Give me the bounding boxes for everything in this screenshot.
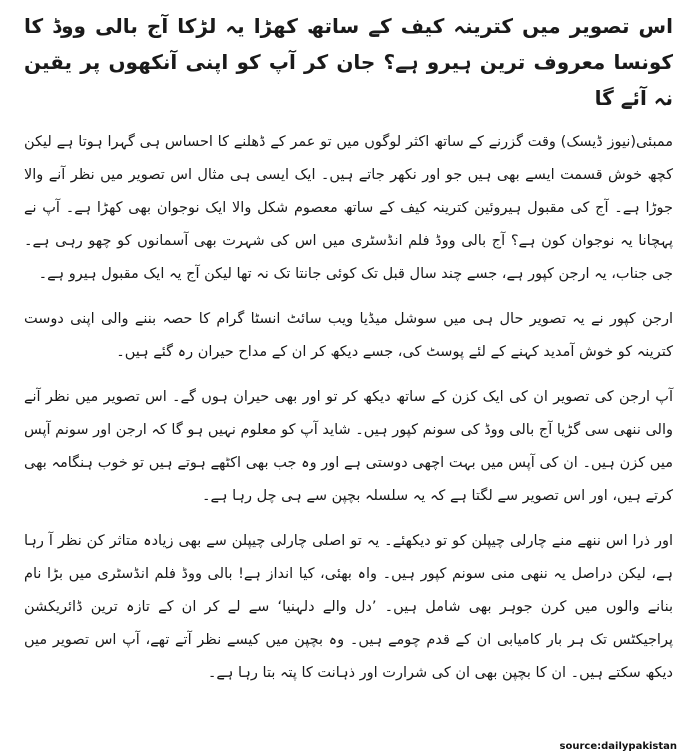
article-headline: اس تصویر میں کترینہ کیف کے ساتھ کھڑا یہ لڑکا آج بالی ووڈ کا کونسا معروف ترین ہیرو ہے؟ جان کر آپ کو اپنی آنکھوں پر یقین نہ آئے گا — [24, 14, 673, 110]
article-paragraph-3: آپ ارجن کی تصویر ان کی ایک کزن کے ساتھ دیکھ کر تو اور بھی حیران ہوں گے۔ اس تصویر میں نظر آنے والی ننھی سی گڑیا آج بالی ووڈ کی سونم کپور ہیں۔ شاید آپ کو معلوم نہیں ہو گا کہ ارجن اور سونم آپس میں کزن ہیں۔ ان کی آپس میں بہت اچھی دوستی ہے اور وہ جب بھی اکٹھے ہوتے ہیں تو خوب ہنگامہ بھی کرتے ہیں، اور اس تصویر سے لگتا ہے کہ یہ سلسلہ بچپن سے ہی چل رہا ہے۔ — [24, 389, 673, 504]
article-paragraph-4: اور ذرا اس ننھے منے چارلی چیپلن کو تو دیکھئے۔ یہ تو اصلی چارلی چیپلن سے بھی زیادہ متاثر کن نظر آ رہا ہے، لیکن دراصل یہ ننھی منی سونم کپور ہیں۔ واہ بھئی، کیا انداز ہے! بالی ووڈ فلم انڈسٹری میں بڑا نام بنانے والوں میں کرن جوہر بھی شامل ہیں۔ ’دل والے دلہنیا‘ سے لے کر ان کے تازہ ترین ڈائریکشن پراجیکٹس تک ہر بار کامیابی ان کے قدم چومے ہیں۔ وہ بچپن میں کیسے نظر آتے تھے، آپ اس تصویر میں دیکھ سکتے ہیں۔ ان کا بچپن بھی ان کی شرارت اور ذہانت کا پتہ بتا رہا ہے۔ — [24, 533, 673, 681]
news-article — [10, 8, 687, 748]
article-paragraph-2: ارجن کپور نے یہ تصویر حال ہی میں سوشل میڈیا ویب سائٹ انسٹا گرام کا حصہ بننے والی اپنی دوست کترینہ کو خوش آمدید کہنے کے لئے پوسٹ کی، جسے دیکھ کر ان کے مداح حیران رہ گئے ہیں۔ — [24, 311, 673, 360]
source-credit: source:dailypakistan — [559, 741, 677, 752]
article-paragraph-1: ممبئی(نیوز ڈیسک) وقت گزرنے کے ساتھ اکثر لوگوں میں تو عمر کے ڈھلنے کا احساس ہی گہرا ہوتا ہے لیکن کچھ خوش قسمت ایسے بھی ہیں جو اور نکھر جاتے ہیں۔ ایک ایسی ہی مثال اس تصویر میں نظر آنے والا جوڑا ہے۔ آج کی مقبول ہیروئین کترینہ کیف کے ساتھ معصوم شکل والا ایک نوجوان بھی کھڑا ہے۔ آپ نے پہچانا یہ نوجوان کون ہے؟ آج بالی ووڈ فلم انڈسٹری میں اس کی شہرت بھی آسمانوں کو چھو رہی ہے۔ جی جناب، یہ ارجن کپور ہے، جسے چند سال قبل تک کوئی جانتا تک نہ تھا لیکن آج یہ ایک مقبول ہیرو ہے۔ — [24, 134, 673, 282]
